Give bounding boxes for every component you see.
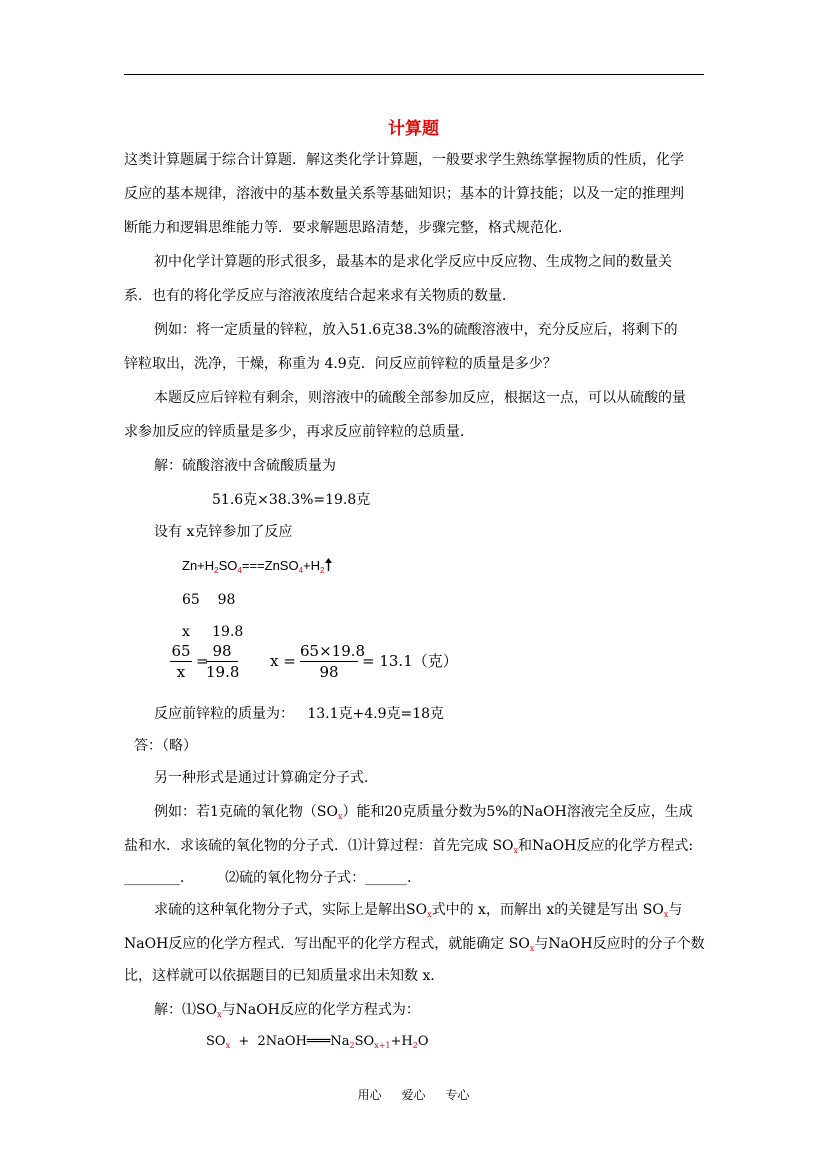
fraction-product-over-98: 65×19.8 98 (300, 642, 366, 681)
answer-line: 答：（略） (134, 738, 197, 754)
sox-equation: $SO_x$ + $2NaOH═══Na_2SO_{x+1}+H_2O$ (206, 1034, 429, 1050)
analysis1-line1: 本题反应后锌粒有剩余，则溶液中的硫酸全部参加反应，根据这一点，可以从硫酸的量 (154, 390, 686, 406)
equals-sign: = (196, 652, 209, 670)
solution1-line1: 解：硫酸溶液中含硫酸质量为 (154, 458, 336, 474)
x-result: = 13.1（克） (362, 652, 458, 670)
example1-line2: 锌粒取出，洗净，干燥，称重为 4.9克．问反应前锌粒的质量是多少？ (124, 356, 557, 372)
example2-line3: ________． ⑵硫的氧化物分子式：______． (124, 870, 422, 886)
gas-arrow-icon (324, 558, 333, 572)
analysis2-line2: NaOH反应的化学方程式．写出配平的化学方程式，就能确定 $SO_x$与NaOH反应时的分子个数 (124, 936, 705, 953)
para2-line2: 系．也有的将化学反应与溶液浓度结合起来求有关物质的数量． (124, 288, 516, 304)
para2-line1: 初中化学计算题的形式很多，最基本的是求化学反应中反应物、生成物之间的数量关 (154, 254, 672, 270)
para1-line3: 断能力和逻辑思维能力等．要求解题思路清楚，步骤完整，格式规范化． (124, 220, 572, 236)
fraction-65-over-x: 65 x (171, 642, 191, 681)
para3: 另一种形式是通过计算确定分子式． (154, 770, 378, 786)
page-footer (0, 1086, 827, 1103)
example2-line2: 盐和水．求该硫的氧化物的分子式．⑴计算过程：首先完成 $SO_x$和NaOH反应的化学方程式: (124, 838, 694, 855)
fraction-98-over-19-8: 98 19.8 (206, 642, 240, 681)
analysis1-line2: 求参加反应的锌质量是多少，再求反应前锌粒的总质量． (124, 424, 474, 440)
example1-line1: 例如：将一定质量的锌粒，放入51.6克38.3%的硫酸溶液中，充分反应后，将剩下的 (154, 322, 678, 338)
mass-row1: 65 98 (182, 592, 236, 608)
para1-line1: 这类计算题属于综合计算题．解这类化学计算题，一般要求学生熟练掌握物质的性质，化学 (124, 152, 684, 168)
footer-text-3: 专心 (445, 1088, 470, 1102)
analysis2-line1: 求硫的这种氧化物分子式，实际上是解出$SO_x$式中的 x，而解出 x的关键是写出 $SO_x$与 (154, 902, 683, 919)
total-mass: 反应前锌粒的质量为： 13.1克+4.9克=18克 (154, 706, 445, 722)
zinc-equation: $Zn+H_2SO_4===ZnSO_4+H_2$ (182, 556, 333, 581)
para1-line2: 反应的基本规律，溶液中的基本数量关系等基础知识；基本的计算技能；以及一定的推理判 (124, 186, 684, 202)
solution2-line1: 解：$⑴SO_x$与NaOH反应的化学方程式为： (154, 1002, 420, 1019)
x-label: x = (270, 652, 296, 670)
solution1-line2: 设有 x克锌参加了反应 (154, 524, 293, 540)
header-rule (124, 74, 704, 75)
footer-text-2: 爱心 (401, 1088, 426, 1102)
solution1-calc: 51.6克×38.3%=19.8克 (212, 492, 371, 508)
footer-text-1: 用心 (357, 1088, 382, 1102)
page-title: 计算题 (388, 119, 439, 139)
analysis2-line3: 比，这样就可以依据题目的已知质量求出未知数 x． (124, 968, 445, 984)
mass-row2: x 19.8 (182, 624, 244, 640)
example2-line1: 例如：若1克硫的氧化物$(SO_x)$能和20克质量分数为5%的NaOH溶液完全反应，生成 (154, 804, 693, 821)
